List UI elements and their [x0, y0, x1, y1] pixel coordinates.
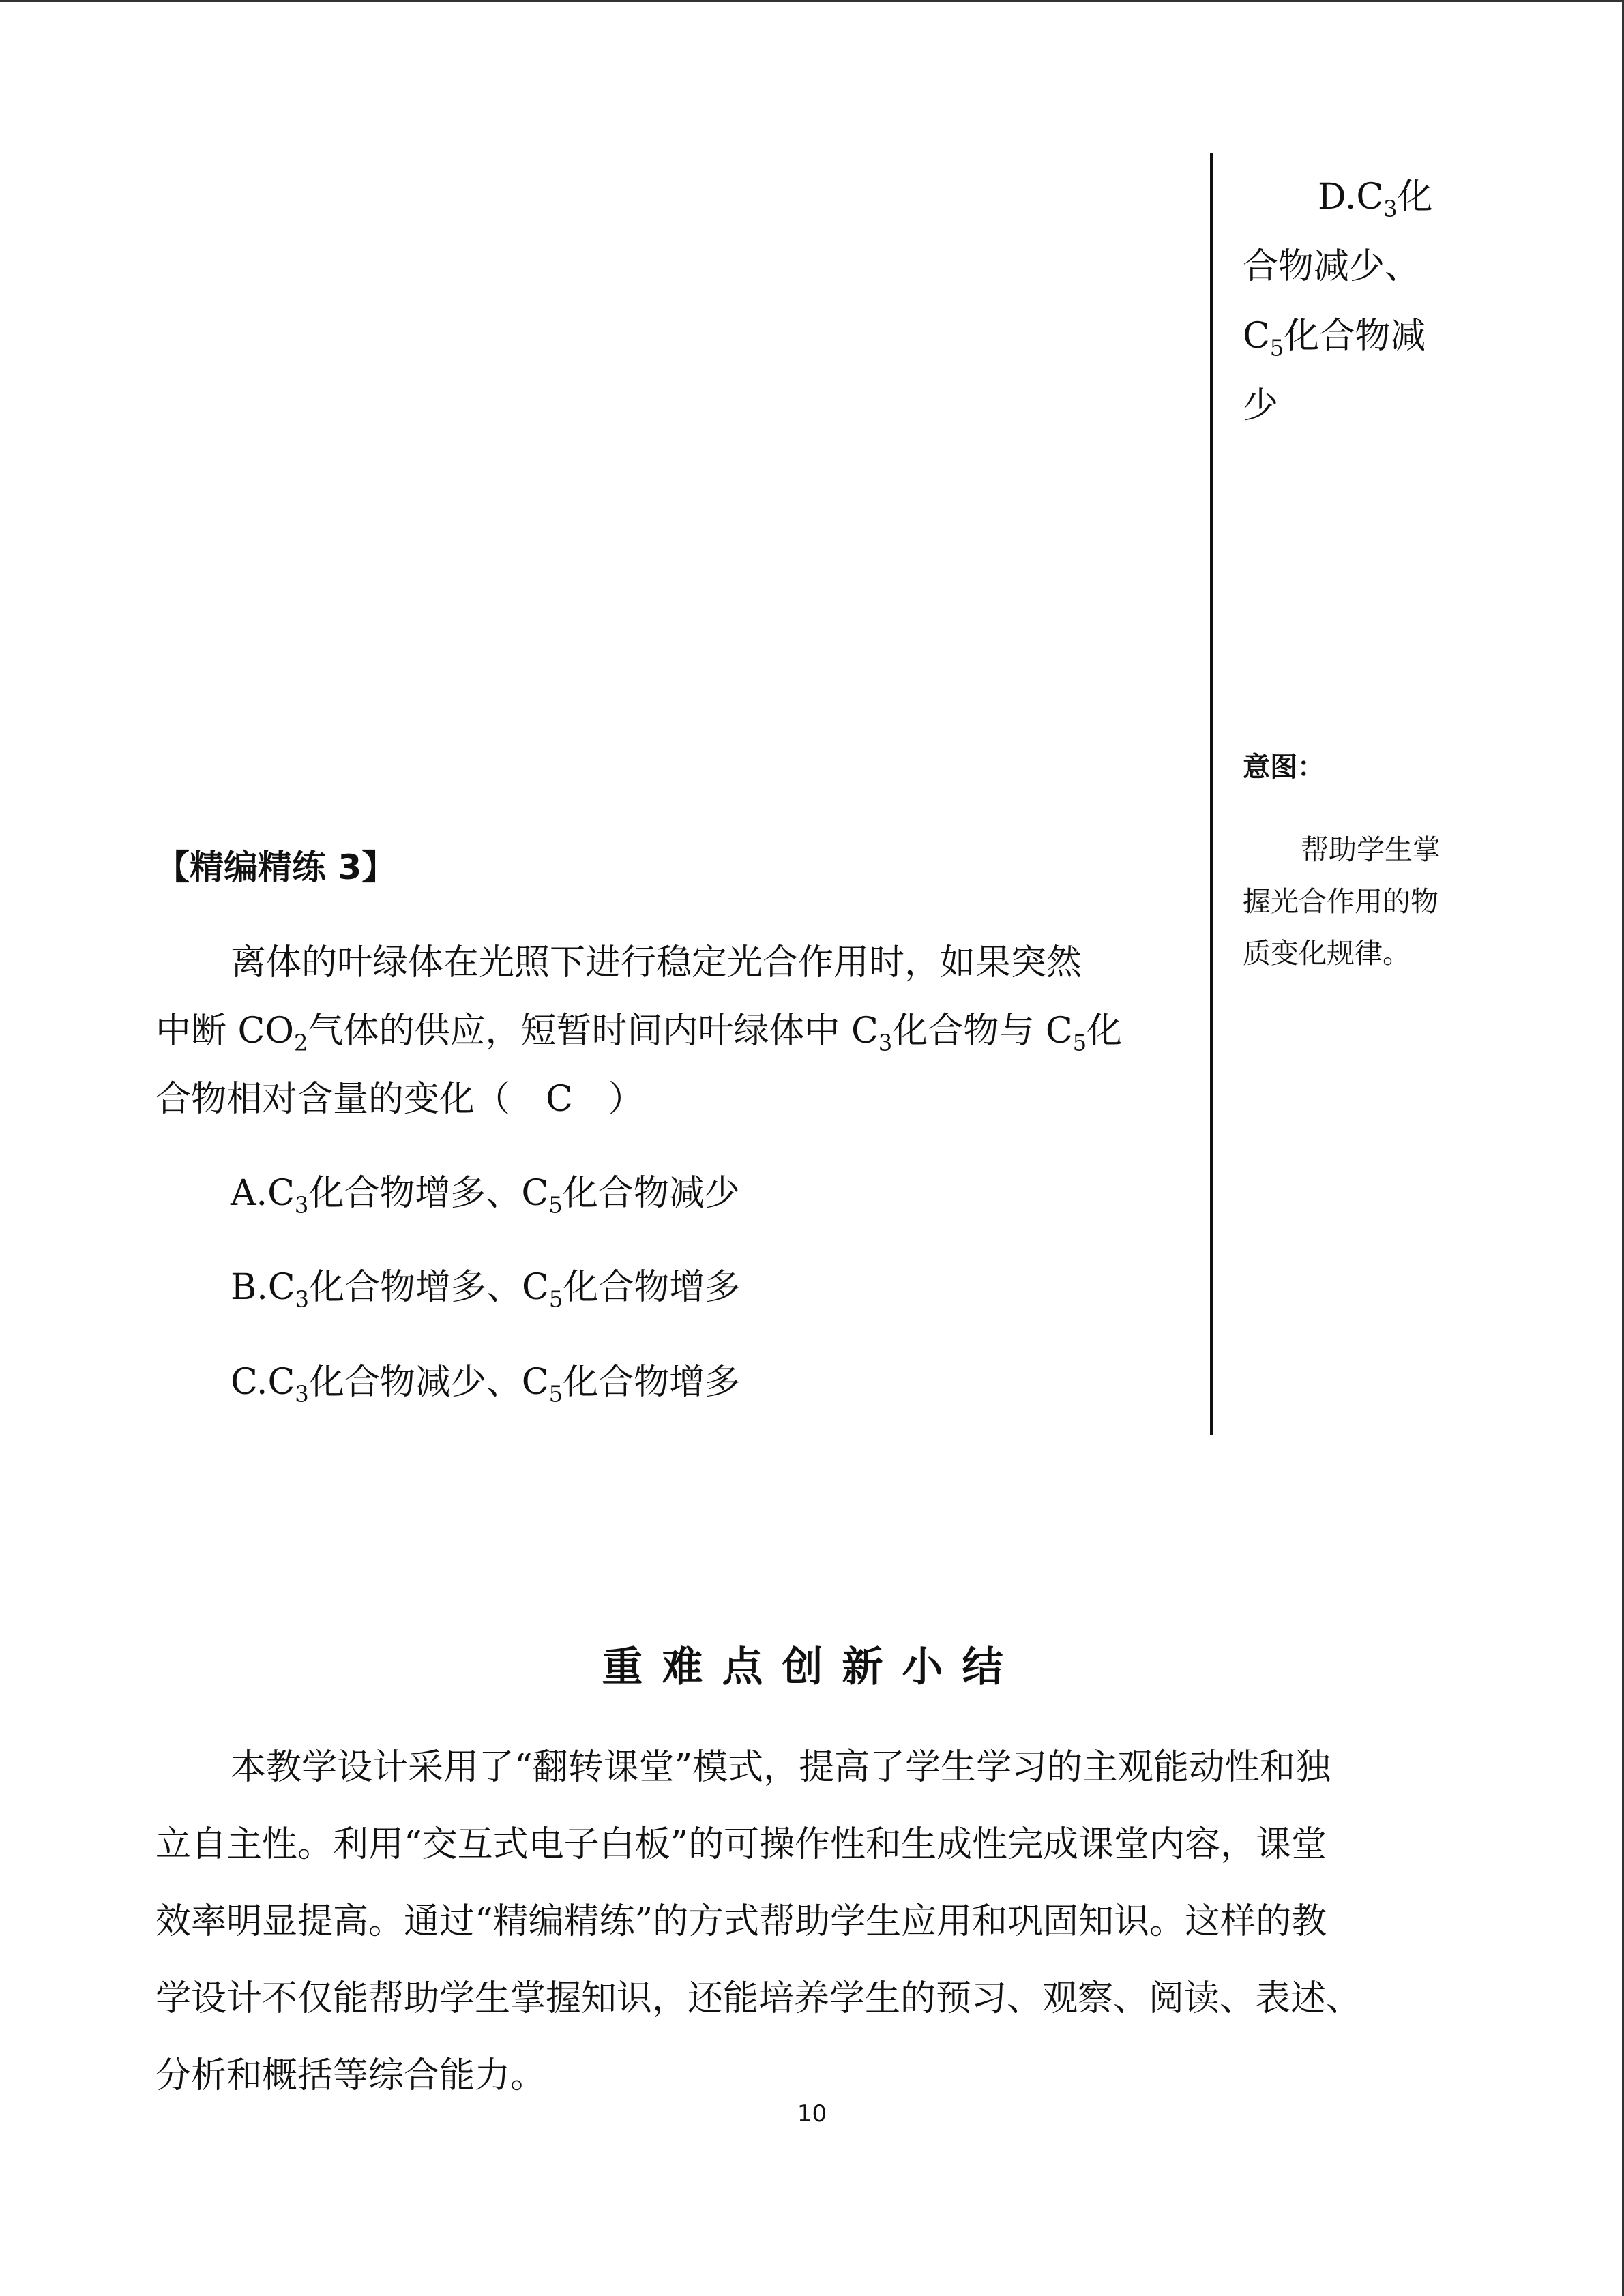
summary-paragraph: [156, 1729, 1465, 2115]
side-option-d-line1: $D.C_3$化: [1318, 177, 1433, 222]
side-option-d-line4: 少: [1243, 385, 1279, 426]
page-top-border: [0, 0, 1624, 2]
question-line1: 离体的叶绿体在光照下进行稳定光合作用时，如果突然: [231, 942, 1082, 983]
side-option-d-line2: 合物减少、: [1243, 246, 1421, 287]
intent-text: [1243, 824, 1454, 979]
summary-line3: 效率明显提高。通过“精编精练”的方式帮助学生应用和巩固知识。这样的教: [156, 1901, 1327, 1942]
intent-line3: 质变化规律。: [1243, 937, 1411, 970]
question-text: [156, 929, 1165, 1133]
page-number: 10: [797, 2100, 827, 2128]
question-line2: 中断 $CO_2$气体的供应，短暂时间内叶绿体中 $C_3$化合物与 $C_5$化: [156, 1011, 1123, 1056]
side-option-d: [1243, 162, 1454, 441]
summary-line5: 分析和概括等综合能力。: [156, 2055, 546, 2096]
intent-line1: 帮助学生掌: [1301, 833, 1441, 866]
intent-title: 意图：: [1243, 751, 1325, 783]
side-option-d-line3: $C_5$化合物减: [1243, 316, 1426, 361]
intent-line2: 握光合作用的物: [1243, 885, 1438, 918]
summary-line1: 本教学设计采用了“翻转课堂”模式，提高了学生学习的主观能动性和独: [231, 1747, 1331, 1788]
summary-line4: 学设计不仅能帮助学生掌握知识，还能培养学生的预习、观察、阅读、表述、: [156, 1978, 1362, 2019]
exercise-title: 【精编精练 3】: [156, 848, 396, 887]
section-heading: 重难点创新小结: [602, 1643, 1022, 1691]
choice-c: $C.C_3$化合物减少、$C_5$化合物增多: [231, 1362, 741, 1407]
summary-line2: 立自主性。利用“交互式电子白板”的可操作性和生成性完成课堂内容，课堂: [156, 1824, 1327, 1865]
column-divider: [1210, 153, 1213, 1435]
choice-a: $A.C_3$化合物增多、$C_5$化合物减少: [231, 1173, 740, 1219]
question-line3: 合物相对含量的变化（ C ）: [156, 1079, 644, 1120]
choice-b: $B.C_3$化合物增多、$C_5$化合物增多: [231, 1267, 741, 1313]
